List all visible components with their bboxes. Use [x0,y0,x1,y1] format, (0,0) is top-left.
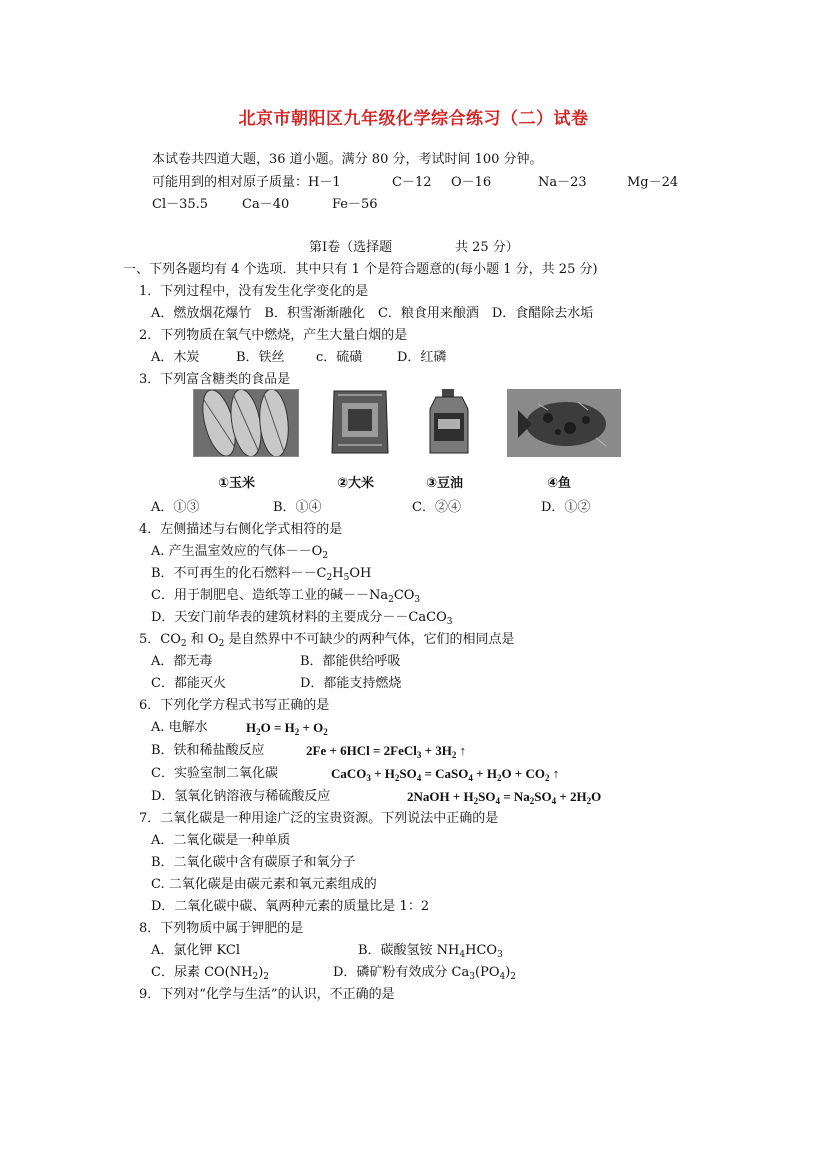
option: D．①② [541,500,591,515]
option-a: A. 电解水 [151,720,208,735]
option: C．②④ [412,500,461,515]
option-d: D．氢氧化钠溶液与稀硫酸反应 [151,789,331,804]
option: A．木炭 [151,350,200,365]
caption: ④鱼 [547,476,572,491]
section-heading: 第Ⅰ卷（选择题 [309,240,393,255]
oil-bottle-image [426,389,472,455]
option-a: A. 产生温室效应的气体$--O_2$ [151,544,329,561]
section-total: 共 25 分） [455,240,519,255]
question-stem: 4．左侧描述与右侧化学式相符的是 [139,522,343,537]
equation-d: 2NaOH + $H_2SO_4 = Na_2SO_4 + 2H_2O$ [407,789,602,806]
option-c: C．用于制肥皂、造纸等工业的碱$--Na_2CO_3$ [151,588,421,605]
option: A．①③ [151,500,200,515]
atomic-mass-c: C－12 [392,175,432,190]
atomic-mass-h: 可能用到的相对原子质量：H－1 [152,175,341,190]
option: A．都无毒 [151,654,213,669]
question-stem: 5．$CO_2$ 和 $O_2$ 是自然界中不可缺少的两种气体，它们的相同点是 [139,632,515,649]
part-instruction: 一、下列各题均有 4 个选项．其中只有 1 个是符合题意的(每小题 1 分，共 25 分) [123,262,598,277]
page-title: 北京市朝阳区九年级化学综合练习（二）试卷 [238,109,589,129]
option: c．硫磺 [316,350,363,365]
equation-c: CaCO$_3$ + $H_2SO_4$ = CaSO$_4$ + $H_2O + CO_2$ ↑ [331,766,560,783]
option: B．二氧化碳中含有碳原子和氧分子 [151,855,356,870]
option: C. 二氧化碳是由碳元素和氧元素组成的 [151,877,377,892]
intro-line: 本试卷共四道大题，36 道小题。满分 80 分，考试时间 100 分钟。 [152,152,543,167]
option: D．二氧化碳中碳、氧两种元素的质量比是 1：2 [151,899,430,914]
question-options: A．燃放烟花爆竹 B．积雪渐渐融化 C．粮食用来酿酒 D．食醋除去水垢 [151,306,594,321]
question-stem: 8．下列物质中属于钾肥的是 [139,921,304,936]
option: B．铁丝 [236,350,285,365]
option: D．都能支持燃烧 [300,676,402,691]
caption: ①玉米 [218,476,256,491]
option-c: C．尿素 $CO(NH_2)_2$ [151,965,270,982]
rice-bag-image [330,389,390,455]
option-d: D．磷矿粉有效成分 $Ca_3(PO_4)_2$ [333,965,517,982]
question-stem: 3．下列富含糖类的食品是 [139,372,291,387]
question-stem: 7．二氧化碳是一种用途广泛的宝贵资源。下列说法中正确的是 [139,811,499,826]
caption: ②大米 [337,476,375,491]
option: A．二氧化碳是一种单质 [151,833,291,848]
atomic-mass-cl: Cl－35.5 [152,197,209,212]
atomic-mass-o: O－16 [451,175,492,190]
equation-b: 2Fe + 6HCl = 2FeCl$_3$ + $3H_2$ ↑ [306,743,467,760]
question-stem: 1．下列过程中，没有发生化学变化的是 [139,284,369,299]
option-b: B．不可再生的化石燃料$--C_2H_5OH$ [151,566,372,583]
equation-a: $H_2O = H_2 + O_2$ [246,720,328,737]
question-stem: 9．下列对“化学与生活”的认识，不正确的是 [139,987,395,1002]
option-a: A．氯化钾 KCl [151,943,240,958]
option-d: D．天安门前华表的建筑材料的主要成分－－CaCO$_3$ [151,610,453,627]
fish-image [507,389,621,457]
option: C．都能灭火 [151,676,226,691]
atomic-mass-fe: Fe－56 [332,197,378,212]
option-b: B．碳酸氢铵 $NH_4HCO_3$ [358,943,503,960]
question-stem: 2．下列物质在氧气中燃烧，产生大量白烟的是 [139,328,408,343]
atomic-mass-ca: Ca－40 [242,197,290,212]
option-b: B．铁和稀盐酸反应 [151,743,265,758]
caption: ③豆油 [426,476,464,491]
option: B．①④ [273,500,322,515]
atomic-mass-mg: Mg－24 [627,175,679,190]
question-stem: 6．下列化学方程式书写正确的是 [139,698,330,713]
atomic-mass-na: Na－23 [538,175,587,190]
corn-image [193,389,299,457]
option: B．都能供给呼吸 [300,654,401,669]
option: D．红磷 [397,350,447,365]
option-c: C．实验室制二氧化碳 [151,766,278,781]
